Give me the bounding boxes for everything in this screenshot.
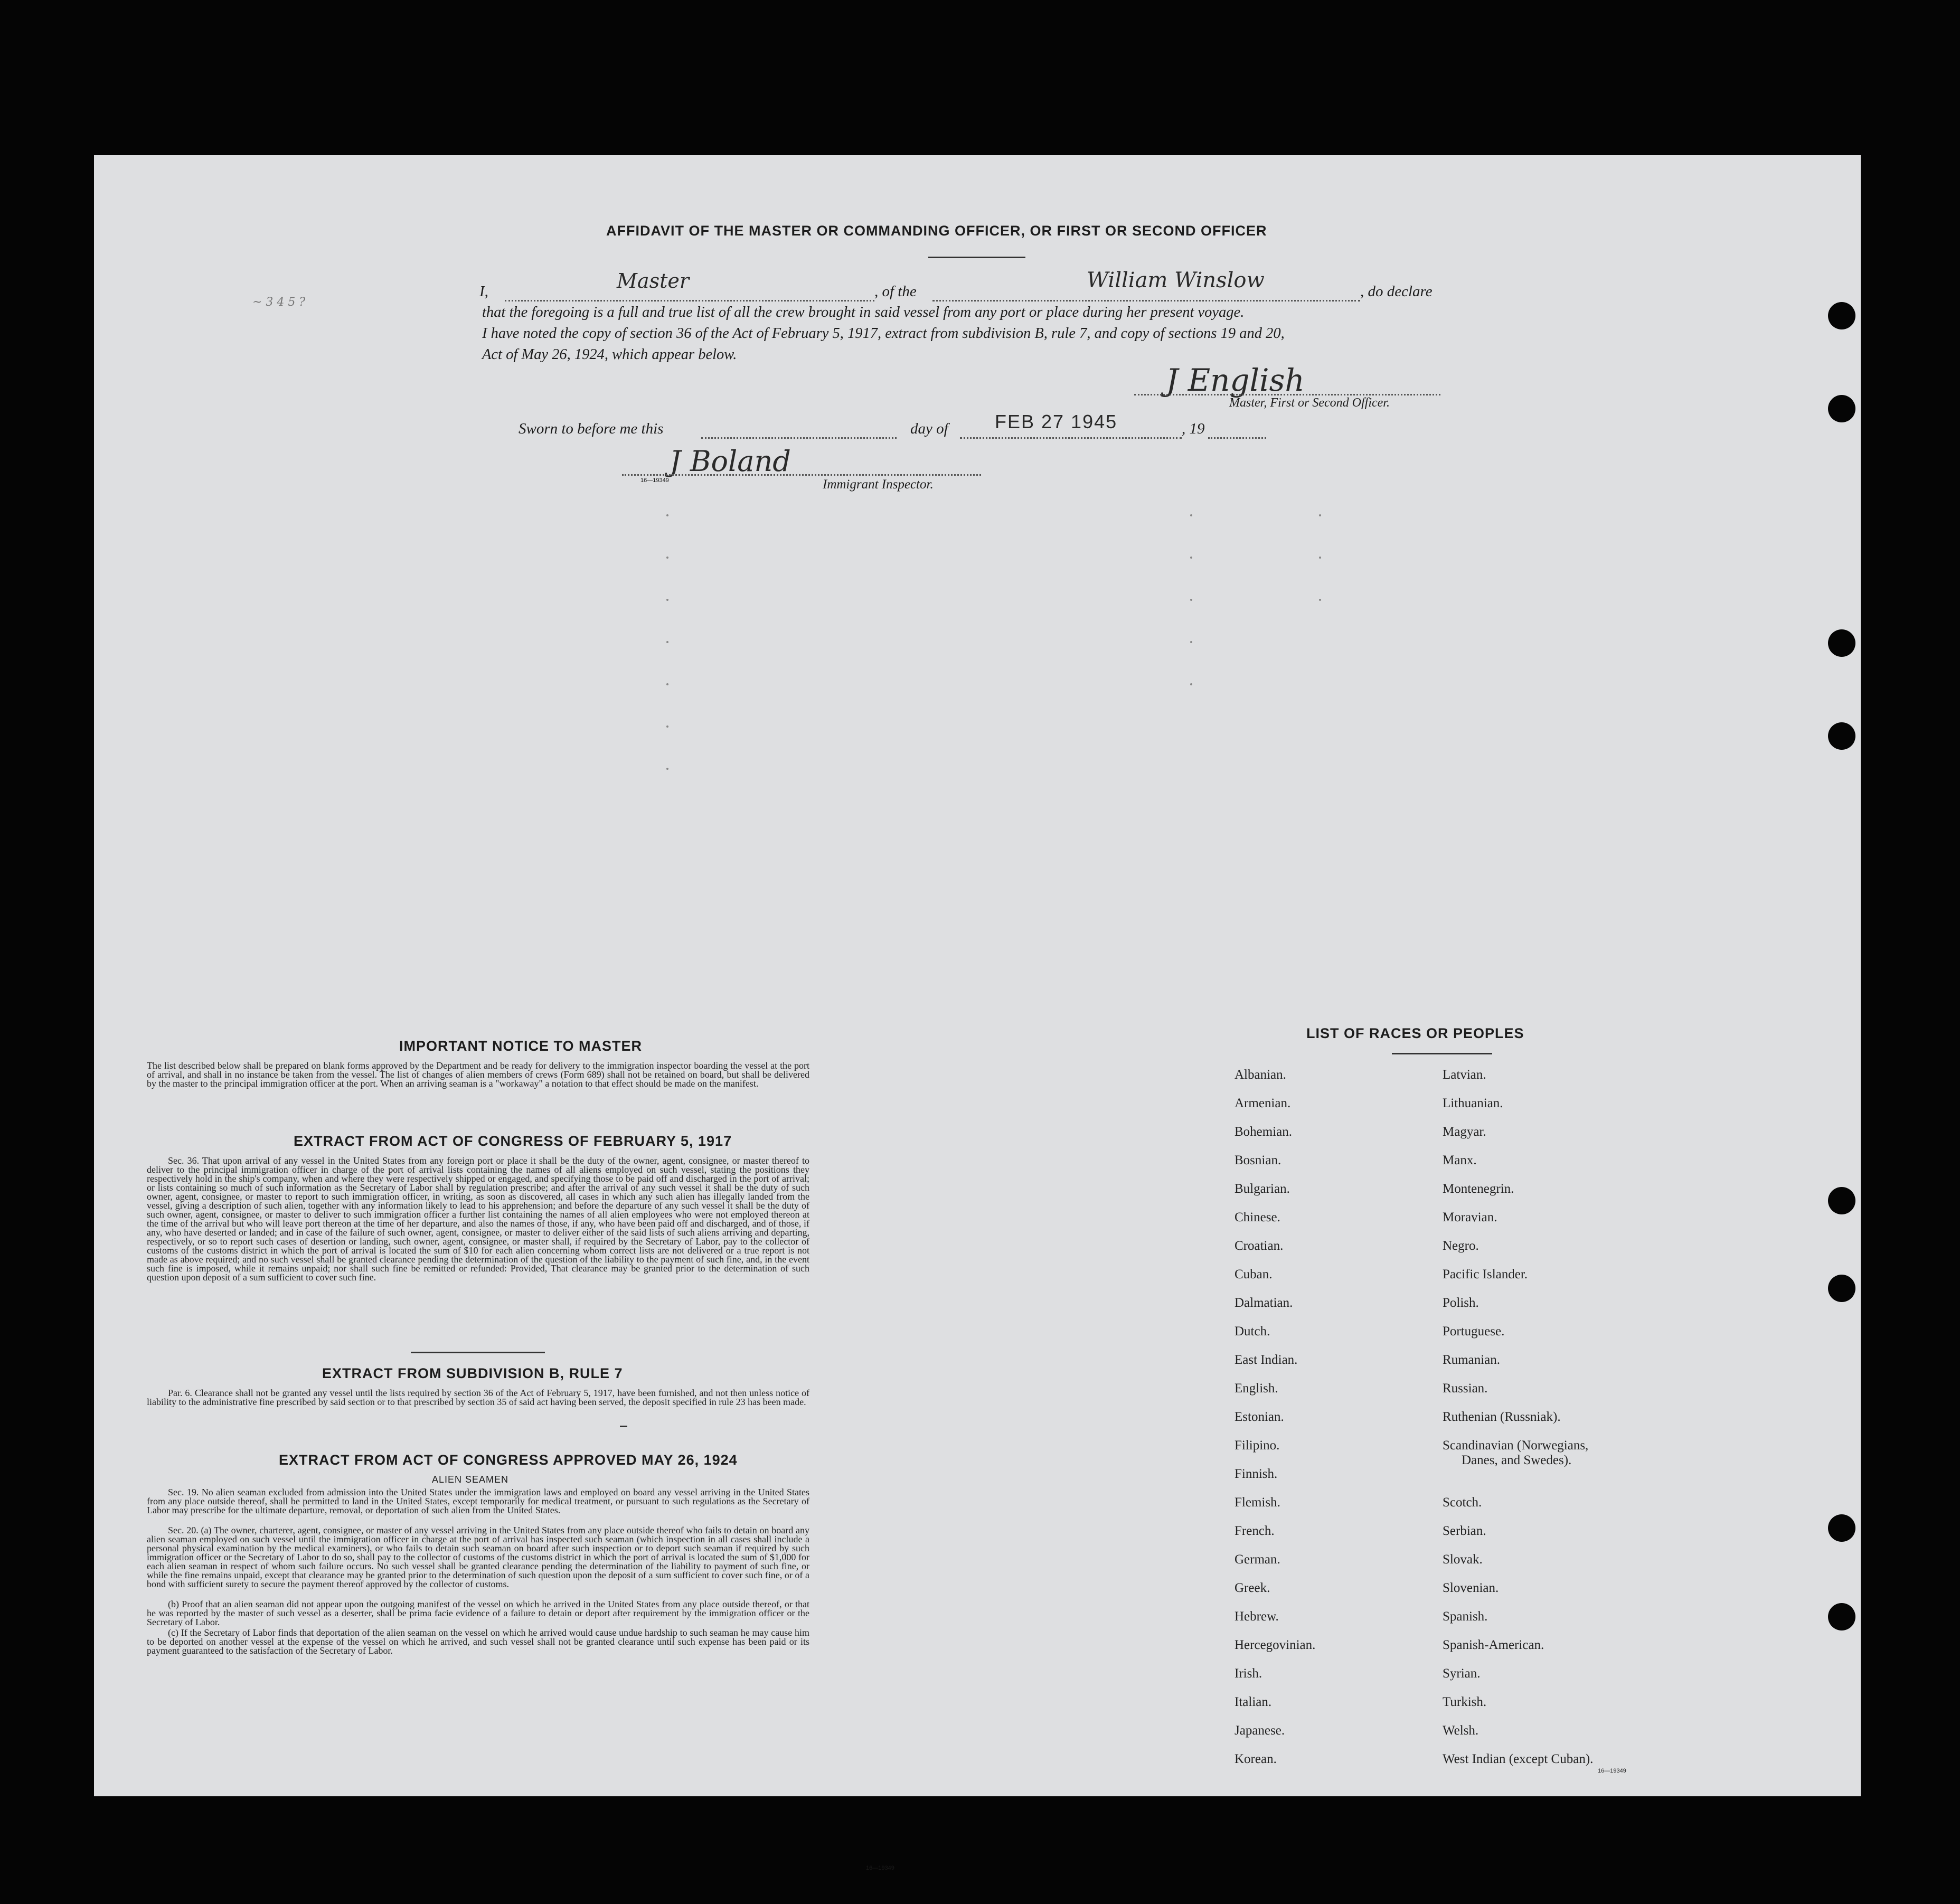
race-item: Montenegrin.	[1443, 1182, 1514, 1196]
race-item: Russian.	[1443, 1381, 1488, 1396]
race-item: Scandinavian (Norwegians,	[1443, 1438, 1589, 1453]
signature-caption: Master, First or Second Officer.	[1229, 396, 1390, 410]
notice-title: IMPORTANT NOTICE TO MASTER	[399, 1038, 642, 1054]
affidavit-title: AFFIDAVIT OF THE MASTER OR COMMANDING OFFICER, OR FIRST OR SECOND OFFICER	[606, 223, 1267, 239]
affidavit-line-4: Act of May 26, 1924, which appear below.	[482, 346, 737, 363]
race-item: English.	[1235, 1381, 1278, 1396]
guide-dot	[666, 557, 668, 559]
affidavit-line-3: I have noted the copy of section 36 of the Act of February 5, 1917, extract from subdivision B, rule 7, and copy of sections 19 and 20,	[482, 325, 1285, 342]
races-left-column	[1235, 1068, 1315, 1780]
race-item: Albanian.	[1235, 1068, 1286, 1082]
sworn-label: Sworn to before me this	[519, 420, 664, 437]
race-item: Magyar.	[1443, 1125, 1486, 1139]
extract-1924-title: EXTRACT FROM ACT OF CONGRESS APPROVED MAY 26, 1924	[279, 1452, 738, 1468]
guide-dot	[666, 768, 668, 770]
race-item: Bulgarian.	[1235, 1182, 1290, 1196]
extract-1917-text: Sec. 36. That upon arrival of any vessel in the United States from any foreign port or place it shall be the duty of the owner, agent, consignee, or master thereof to deliver to the principal immigration officer in charge of the port of arrival lists containing the names of all aliens employed on such vessel, stating the positions they respectively hold in the ship's company, when and where they were respectively shipped or engaged, and specifying those to be paid off and discharged in the port of arrival; or lists containing so much of such information as the Secretary of Labor shall by regulation prescribe; and after the arrival of any such vessel it shall be the duty of such owner, agent, consignee, or master to report to such immigration officer, in writing, as soon as discovered, all cases in which any such alien has illegally landed from the vessel, giving a description of such alien, together with any information likely to lead to his apprehension; and before the departure of any such vessel it shall be the duty of such owner, agent, consignee, or master to deliver to such immigration officer a further list containing the names of all alien employees who were not employed thereon at the time of the arrival but who will leave port thereon at the time of her departure, and also the names of those, if any, who have been paid off and discharged, and of those, if any, who have deserted or landed; and in case of the failure of such owner, agent, consignee, or master to deliver either of the said lists of such aliens arriving and departing, respectively, or so to report such cases of desertion or landing, such owner, agent, consignee, or master shall, if required by the Secretary of Labor, pay to the collector of customs of the customs district in which the port of arrival is located the sum of $10 for each alien concerning whom correct lists are not delivered or a true report is not made as above required; and no such vessel shall be granted clearance pending the determination of the question of the liability to the payment of such fine, and, in the event such fine is imposed, while it remains unpaid; nor shall such fine be remitted or refunded: Provided, That clearance may be granted prior to the determination of such question upon deposit of a sum sufficient to cover such fine.	[147, 1155, 809, 1283]
punch-hole	[1828, 395, 1855, 422]
inspector-form-number: 16—19349	[640, 477, 669, 484]
title-divider	[928, 257, 1025, 258]
race-item: Filipino.	[1235, 1438, 1280, 1453]
race-item: Hebrew.	[1235, 1609, 1279, 1624]
of-the-label: , of the	[874, 283, 917, 300]
race-item: Scotch.	[1443, 1495, 1482, 1510]
race-item: Spanish-American.	[1443, 1638, 1544, 1652]
race-item: German.	[1235, 1552, 1280, 1567]
race-item: Italian.	[1235, 1695, 1272, 1709]
race-item: Armenian.	[1235, 1096, 1291, 1110]
guide-dot	[1190, 514, 1192, 516]
race-item: East Indian.	[1235, 1353, 1298, 1367]
alien-seamen-subtitle: ALIEN SEAMEN	[432, 1474, 509, 1485]
guide-dot	[1190, 641, 1192, 643]
race-item: Lithuanian.	[1443, 1096, 1503, 1110]
race-item: Portuguese.	[1443, 1324, 1505, 1339]
sec20b-text: (b) Proof that an alien seaman did not appear upon the outgoing manifest of the vessel on which he arrived in the United States from any place outside thereof, or that he was reported by the master of such vessel as a deserter, shall be prima facie evidence of a failure to detain or deport after requirement by the immigration officer or the Secretary of Labor.	[147, 1599, 809, 1627]
race-item: Negro.	[1443, 1239, 1479, 1253]
guide-dot	[1190, 557, 1192, 559]
affidavit-i: I,	[479, 283, 488, 300]
race-item: Welsh.	[1443, 1723, 1479, 1738]
races-form-number: 16—19349	[1598, 1768, 1626, 1774]
vessel-name-handwriting: William Winslow	[1087, 268, 1265, 293]
guide-dot	[666, 599, 668, 601]
punch-hole	[1828, 722, 1855, 750]
section-divider	[620, 1426, 627, 1427]
vessel-line	[932, 300, 1360, 301]
guide-dot	[1319, 557, 1321, 559]
race-item: Latvian.	[1443, 1068, 1486, 1082]
punch-hole	[1828, 1275, 1855, 1302]
race-item: Estonian.	[1235, 1410, 1284, 1424]
form-page	[94, 155, 1861, 1871]
sec20c-text: (c) If the Secretary of Labor finds that deportation of the alien seaman on the vessel on which he arrived would cause undue hardship to such seaman he may cause him to be deported on another vessel at the expense of the vessel on which he arrived, and such vessel shall not be granted clearance until such expense has been paid or its payment guaranteed to the satisfaction of the Secretary of Labor.	[147, 1627, 809, 1656]
day-of-label: day of	[910, 420, 948, 437]
section-divider	[411, 1352, 545, 1353]
races-title: LIST OF RACES OR PEOPLES	[1306, 1025, 1524, 1041]
punch-hole	[1828, 1603, 1855, 1630]
race-item: Syrian.	[1443, 1666, 1481, 1681]
punch-hole	[1828, 1514, 1855, 1542]
inspector-caption: Immigrant Inspector.	[823, 477, 934, 492]
rule7-title: EXTRACT FROM SUBDIVISION B, RULE 7	[322, 1365, 623, 1381]
races-divider	[1392, 1053, 1492, 1054]
guide-dot	[1319, 599, 1321, 601]
master-name-handwriting: Master	[617, 269, 689, 293]
race-item: Pacific Islander.	[1443, 1267, 1528, 1281]
guide-dot	[666, 641, 668, 643]
margin-mark: ~ 3 4 5 ?	[252, 296, 306, 309]
punch-hole	[1828, 1187, 1855, 1214]
race-item: Moravian.	[1443, 1210, 1497, 1224]
date-stamp: FEB 27 1945	[995, 411, 1118, 432]
race-item: Chinese.	[1235, 1210, 1280, 1224]
year-line	[1208, 437, 1266, 439]
race-item: Slovak.	[1443, 1552, 1483, 1567]
sec20a-text: Sec. 20. (a) The owner, charterer, agent, consignee, or master of any vessel arriving in the United States from any place outside thereof who fails to detain on board any alien seaman employed on such vessel until the immigration officer in charge at the port of arrival has inspected such seaman (which inspection in all cases shall include a personal physical examination by the medical examiners), or who fails to detain such seaman on board after such inspection or to deport such seaman if required by such immigration officer or the Secretary of Labor to do so, shall pay to the collector of customs of the customs district in which the port of arrival is located the sum of $1,000 for each alien seaman in respect of whom such failure occurs. No such vessel shall be granted clearance pending the determination of the liability to payment of such fine, or while the fine remains unpaid, except that clearance may be granted prior to the determination of such question upon the deposit of a sum sufficient to cover such fine, or of a bond with sufficient surety to secure the payment thereof approved by the collector of customs.	[147, 1525, 809, 1589]
race-item: Japanese.	[1235, 1723, 1285, 1738]
race-item: Irish.	[1235, 1666, 1262, 1681]
sworn-day-line	[701, 437, 897, 439]
race-item: Manx.	[1443, 1153, 1477, 1167]
race-item: Hercegovinian.	[1235, 1638, 1316, 1652]
master-signature: J English	[1166, 362, 1305, 398]
rule7-text: Par. 6. Clearance shall not be granted any vessel until the lists required by section 36 of the Act of February 5, 1917, have been furnished, and not then unless notice of liability to the administrative fine prescribed by said section or to that prescribed by section 35 of said act having been served, the deposit specified in rule 23 has been made.	[147, 1388, 809, 1407]
guide-dot	[1190, 599, 1192, 601]
race-item: Serbian.	[1443, 1524, 1486, 1538]
affidavit-line-2: that the foregoing is a full and true list of all the crew brought in said vessel from any port or place during her present voyage.	[482, 304, 1245, 321]
races-right-column	[1443, 1068, 1593, 1780]
race-item: French.	[1235, 1524, 1275, 1538]
race-item: Korean.	[1235, 1752, 1277, 1766]
inspector-line	[622, 474, 981, 476]
sworn-month-line	[960, 437, 1182, 439]
sec19-text: Sec. 19. No alien seaman excluded from admission into the United States under the immigration laws and employed on board any vessel arriving in the United States from any place outside thereof, shall be permitted to land in the United States, except temporarily for medical treatment, or pursuant to such regulations as the Secretary of Labor may prescribe for the ultimate departure, removal, or deportation of such alien from the United States.	[147, 1487, 809, 1515]
inspector-signature: J Boland	[670, 445, 791, 478]
race-item: Dalmatian.	[1235, 1296, 1293, 1310]
race-item: Polish.	[1443, 1296, 1479, 1310]
notice-text: The list described below shall be prepared on blank forms approved by the Department and be ready for delivery to the immigration inspector boarding the vessel at the port of arrival, and shall in no instance be taken from the vessel. The list of changes of alien members of crews (Form 689) shall not be retained on board, but shall be delivered by the master to the principal immigration officer at the port. When an arriving seaman is a "workaway" a notation to that effect should be made on the manifest.	[147, 1060, 809, 1089]
race-item: Rumanian.	[1443, 1353, 1501, 1367]
guide-dot	[666, 683, 668, 685]
year-label: , 19	[1182, 420, 1205, 437]
guide-dot	[1319, 514, 1321, 516]
guide-dot	[1190, 683, 1192, 685]
race-item: Danes, and Swedes).	[1462, 1453, 1572, 1467]
name-line	[505, 300, 874, 301]
guide-dot	[666, 725, 668, 728]
race-item: Cuban.	[1235, 1267, 1273, 1281]
guide-dot	[666, 514, 668, 516]
signature-line	[1134, 394, 1440, 395]
race-item: Dutch.	[1235, 1324, 1270, 1339]
race-item: West Indian (except Cuban).	[1443, 1752, 1594, 1766]
race-item: Greek.	[1235, 1581, 1270, 1595]
punch-hole	[1828, 629, 1855, 657]
do-declare-label: , do declare	[1360, 283, 1433, 300]
punch-hole	[1828, 302, 1855, 329]
race-item: Bosnian.	[1235, 1153, 1281, 1167]
race-item: Finnish.	[1235, 1467, 1278, 1481]
race-item: Turkish.	[1443, 1695, 1487, 1709]
extract-1917-title: EXTRACT FROM ACT OF CONGRESS OF FEBRUARY 5, 1917	[294, 1133, 732, 1149]
form-number: 16—19349	[866, 1865, 894, 1871]
race-item: Bohemian.	[1235, 1125, 1293, 1139]
race-item: Slovenian.	[1443, 1581, 1499, 1595]
race-item: Flemish.	[1235, 1495, 1280, 1510]
race-item: Spanish.	[1443, 1609, 1488, 1624]
race-item: Ruthenian (Russniak).	[1443, 1410, 1561, 1424]
race-item: Croatian.	[1235, 1239, 1284, 1253]
